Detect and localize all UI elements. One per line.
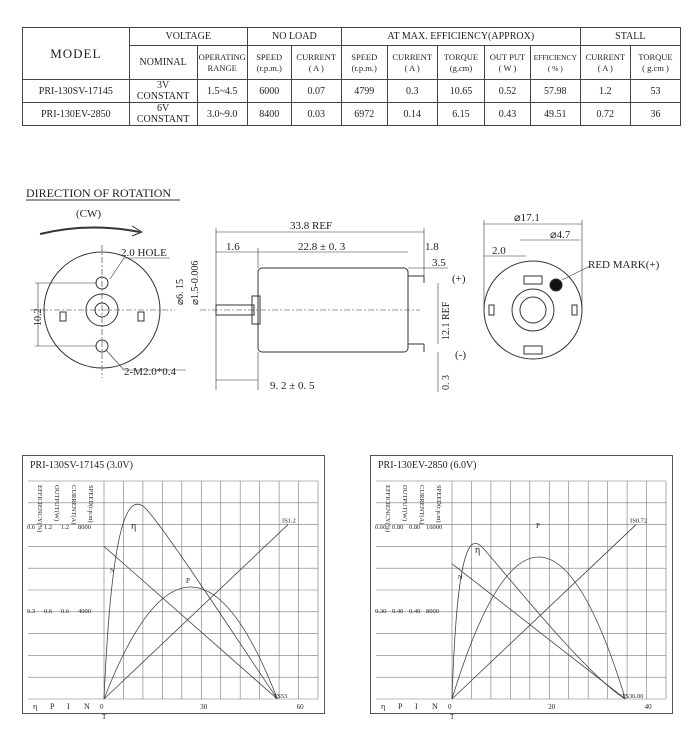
dim-10-2: 10.2 bbox=[33, 308, 44, 326]
axis-top-value: 0.80 bbox=[392, 524, 404, 531]
len-ref: 33.8 REF bbox=[290, 220, 333, 232]
axis-letter: N bbox=[84, 702, 90, 711]
shaft-len: 9. 2 ± 0. 5 bbox=[270, 380, 315, 392]
axis-mid-value: 0.30 bbox=[375, 608, 387, 615]
speed-curve bbox=[452, 564, 625, 699]
noload-header: NO LOAD bbox=[247, 28, 341, 46]
axis-top-value: 16000 bbox=[426, 524, 443, 531]
axis-mid-value: 0.6 bbox=[44, 608, 53, 615]
axis-mid-value: 0.6 bbox=[61, 608, 70, 615]
x-tick: 30 bbox=[200, 703, 208, 711]
table-cell: 4799 bbox=[341, 80, 387, 103]
axis-title: CURRENT(A) bbox=[70, 485, 77, 525]
table-cell: 6972 bbox=[341, 103, 387, 126]
axis-letter: I bbox=[415, 702, 418, 711]
rotation-title: DIRECTION OF ROTATION bbox=[26, 186, 172, 200]
axis-letter: I bbox=[67, 702, 70, 711]
vent-right bbox=[138, 312, 144, 321]
ts-label: TS53 bbox=[273, 693, 288, 700]
table-cell: 3V CONSTANT bbox=[129, 80, 197, 103]
table-cell: 53 bbox=[630, 80, 680, 103]
dim-2-0: 2.0 bbox=[492, 245, 506, 257]
rear-terminal-bottom bbox=[524, 346, 542, 354]
efficiency-curve bbox=[452, 543, 625, 699]
origin-label: 0 bbox=[448, 703, 452, 711]
performance-graph-3v bbox=[22, 455, 325, 720]
n-label: N bbox=[110, 567, 115, 575]
dim-4-7: ⌀4.7 bbox=[550, 229, 571, 241]
table-cell: 36 bbox=[630, 103, 680, 126]
rear-terminal-top bbox=[524, 276, 542, 284]
dim-12-1: 12.1 REF bbox=[441, 301, 452, 340]
axis-mid-value: 4000 bbox=[78, 608, 91, 615]
rear-slot-right bbox=[572, 305, 577, 315]
maxeff-output-header: OUT PUT ( W ) bbox=[485, 46, 531, 80]
ts-label: TS36.00 bbox=[621, 693, 644, 700]
shaft-dia: ⌀6. 15 bbox=[175, 278, 186, 305]
stall-header: STALL bbox=[580, 28, 680, 46]
red-mark-dot bbox=[550, 279, 562, 291]
axis-top-value: 0.6 bbox=[27, 524, 36, 531]
axis-letter: P bbox=[50, 702, 55, 711]
t-axis-label: T bbox=[450, 713, 455, 720]
axis-mid-value: 0.3 bbox=[27, 608, 36, 615]
axis-title: CURRENT(A) bbox=[418, 485, 425, 525]
axis-letter: P bbox=[398, 702, 403, 711]
axis-mid-value: 8000 bbox=[426, 608, 439, 615]
performance-graph-6v bbox=[370, 455, 673, 720]
dim-1-8: 1.8 bbox=[425, 241, 439, 253]
table-cell: 0.3 bbox=[387, 80, 437, 103]
maxeff-efficiency-header: EFFICIENCY ( % ) bbox=[530, 46, 580, 80]
minus-label: (-) bbox=[455, 349, 466, 361]
table-cell: PRI-130SV-17145 bbox=[23, 80, 130, 103]
dim-17-1: ⌀17.1 bbox=[514, 212, 540, 224]
model-header: MODEL bbox=[23, 28, 130, 80]
graph-title: PRI-130EV-2850 (6.0V) bbox=[378, 460, 477, 471]
rear-slot-left bbox=[489, 305, 494, 315]
dim-3-5: 3.5 bbox=[432, 257, 446, 269]
axis-title: SPEED(r.p.m) bbox=[435, 485, 442, 523]
axis-letter: N bbox=[432, 702, 438, 711]
vent-left bbox=[60, 312, 66, 321]
axis-top-value: 0.60 bbox=[375, 524, 387, 531]
nominal-header: NOMINAL bbox=[129, 46, 197, 80]
body-len: 22.8 ± 0. 3 bbox=[298, 241, 346, 253]
x-tick: 20 bbox=[548, 703, 556, 711]
stall-torque-header: TORQUE ( g.cm ) bbox=[630, 46, 680, 80]
p-label: P bbox=[186, 577, 190, 585]
dim-0-3: 0. 3 bbox=[441, 375, 452, 390]
axis-title: SPEED(r.p.m) bbox=[87, 485, 94, 523]
axis-top-value: 1.2 bbox=[61, 524, 70, 531]
maxeff-header: AT MAX. EFFICIENCY(APPROX) bbox=[341, 28, 580, 46]
noload-current-header: CURRENT ( A ) bbox=[291, 46, 341, 80]
plus-label: (+) bbox=[452, 273, 466, 285]
dim-1-6: 1.6 bbox=[226, 241, 240, 253]
axis-title: OUTPUT(W) bbox=[53, 485, 60, 522]
table-cell: 10.65 bbox=[437, 80, 484, 103]
table-cell: 0.43 bbox=[485, 103, 531, 126]
axis-letter: η bbox=[381, 702, 386, 711]
eta-label: η bbox=[131, 521, 137, 532]
n-label: N bbox=[458, 574, 463, 582]
maxeff-speed-header: SPEED (r.p.m.) bbox=[341, 46, 387, 80]
table-cell: 0.14 bbox=[387, 103, 437, 126]
shaft-dia-2: ⌀1.5-0.006 bbox=[190, 260, 201, 305]
table-cell: 8400 bbox=[247, 103, 291, 126]
axis-title: EFFICIENCY(%) bbox=[384, 485, 391, 533]
table-cell: 1.5~4.5 bbox=[197, 80, 247, 103]
x-tick: 40 bbox=[644, 703, 652, 711]
table-cell: 49.51 bbox=[530, 103, 580, 126]
x-tick: 60 bbox=[296, 703, 304, 711]
output-curve bbox=[104, 587, 277, 699]
rear-view-inner bbox=[520, 297, 546, 323]
table-cell: PRI-130EV-2850 bbox=[23, 103, 130, 126]
maxeff-torque-header: TORQUE (g.cm) bbox=[437, 46, 484, 80]
p-label: P bbox=[536, 522, 540, 530]
operating-range-header: OPERATING RANGE bbox=[197, 46, 247, 80]
origin-label: 0 bbox=[100, 703, 104, 711]
table-cell: 0.07 bbox=[291, 80, 341, 103]
leader bbox=[110, 258, 124, 279]
t-axis-label: T bbox=[102, 713, 107, 720]
table-cell: 6.15 bbox=[437, 103, 484, 126]
is-label: IS1.2 bbox=[282, 517, 296, 525]
table-cell: 0.52 bbox=[485, 80, 531, 103]
axis-top-value: 1.2 bbox=[44, 524, 53, 531]
speed-curve bbox=[104, 546, 277, 699]
axis-letter: η bbox=[33, 702, 38, 711]
m2-label: 2-M2.0*0.4 bbox=[124, 366, 176, 378]
eta-label: η bbox=[475, 545, 481, 556]
maxeff-current-header: CURRENT ( A ) bbox=[387, 46, 437, 80]
efficiency-curve bbox=[104, 504, 277, 699]
table-cell: 6V CONSTANT bbox=[129, 103, 197, 126]
table-cell: 0.03 bbox=[291, 103, 341, 126]
graph-title: PRI-130SV-17145 (3.0V) bbox=[30, 460, 133, 471]
rear-view-bearing bbox=[512, 289, 554, 331]
table-cell: 1.2 bbox=[580, 80, 630, 103]
axis-title: OUTPUT(W) bbox=[401, 485, 408, 522]
red-mark-label: RED MARK(+) bbox=[588, 259, 660, 271]
axis-top-value: 0.80 bbox=[409, 524, 421, 531]
hole-label: 2.0 HOLE bbox=[121, 247, 167, 259]
rotation-arrow bbox=[40, 227, 140, 234]
is-label: IS0.72 bbox=[630, 517, 648, 525]
table-cell: 3.0~9.0 bbox=[197, 103, 247, 126]
axis-title: EFFICIENCY(%) bbox=[36, 485, 43, 533]
cw-label: (CW) bbox=[76, 208, 102, 220]
axis-mid-value: 0.40 bbox=[409, 608, 421, 615]
noload-speed-header: SPEED (r.p.m.) bbox=[247, 46, 291, 80]
table-cell: 0.72 bbox=[580, 103, 630, 126]
stall-current-header: CURRENT ( A ) bbox=[580, 46, 630, 80]
leader bbox=[562, 266, 590, 280]
voltage-header: VOLTAGE bbox=[129, 28, 247, 46]
table-cell: 6000 bbox=[247, 80, 291, 103]
axis-mid-value: 0.40 bbox=[392, 608, 404, 615]
axis-top-value: 8000 bbox=[78, 524, 91, 531]
table-cell: 57.98 bbox=[530, 80, 580, 103]
